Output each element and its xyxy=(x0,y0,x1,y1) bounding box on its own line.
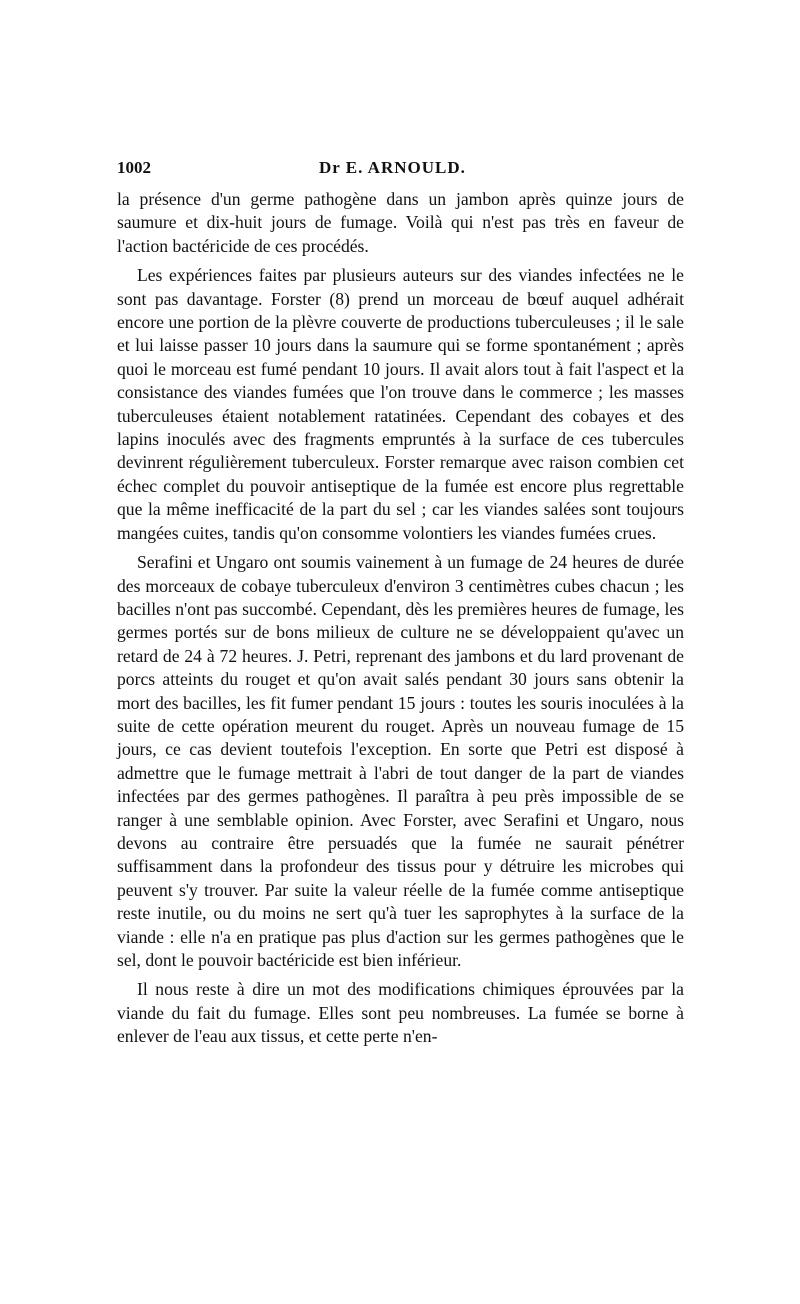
running-head: Dr E. ARNOULD. xyxy=(319,158,466,177)
paragraph-forster-experiments: Les expériences faites par plusieurs auteurs sur des viandes infectées ne le sont pas davantage. Forster (8) prend un morceau de bœuf auquel adhérait encore une portion de la plèvre couverte de productions tuberculeuses ; il le sale et lui laisse passer 10 jours dans la saumure qui se forme spontanément ; après quoi le morceau est fumé pendant 10 jours. Il avait alors tout à fait l'aspect et la consistance des viandes fumées que l'on trouve dans le commerce ; les masses tuberculeuses étaient notablement ratatinées. Cependant des cobayes et des lapins inoculés avec des fragments empruntés à la surface de ces tubercules devinrent régulièrement tuberculeux. Forster remarque avec raison combien cet échec complet du pouvoir antiseptique de la fumée est encore plus regrettable que la même inefficacité de la part du sel ; car les viandes salées sont toujours mangées cuites, tandis qu'on consomme volontiers les viandes fumées crues. xyxy=(117,265,684,543)
paragraph-chemical-modifications: Il nous reste à dire un mot des modifications chimiques éprouvées par la viande du fait du fumage. Elles sont peu nombreuses. La fumée se borne à enlever de l'eau aux tissus, et cette perte n'en- xyxy=(117,979,684,1047)
page-number: 1002 xyxy=(117,158,151,177)
paragraph-serafini-ungaro: Serafini et Ungaro ont soumis vainement à un fumage de 24 heures de durée des morceaux de cobaye tuberculeux d'environ 3 centimètres cubes chacun ; les bacilles n'ont pas succombé. Cependant, dès les premières heures de fumage, les germes portés sur de bons milieux de culture ne se développaient qu'avec un retard de 24 à 72 heures. J. Petri, reprenant des jambons et du lard provenant de porcs atteints du rouget et qu'on avait salés pendant 30 jours sans obtenir la mort des bacilles, les fit fumer pendant 15 jours : toutes les souris inoculées à la suite de cette opération meurent du rouget. Après un nouveau fumage de 15 jours, ce cas devient toutefois l'exception. En sorte que Petri est disposé à admettre que le fumage mettrait à l'abri de tout danger de la part de viandes infectées par des germes pathogènes. Il paraîtra à peu près impossible de se ranger à une semblable opinion. Avec Forster, avec Serafini et Ungaro, nous devons au contraire être persuadés que la fumée ne saurait pénétrer suffisamment dans la profondeur des tissus pour y détruire les microbes qui peuvent s'y trouver. Par suite la valeur réelle de la fumée comme antiseptique reste inutile, ou du moins ne sert qu'à tuer les saprophytes à la surface de la viande : elle n'a en pratique pas plus d'action sur les germes pathogènes que le sel, dont le pouvoir bactéricide est bien inférieur. xyxy=(117,552,684,970)
page-header xyxy=(117,158,684,184)
body-text xyxy=(117,188,684,1049)
paragraph-continuation: la présence d'un germe pathogène dans un jambon après quinze jours de saumure et dix-huit jours de fumage. Voilà qui n'est pas très en faveur de l'action bactéricide de ces procédés. xyxy=(117,189,684,256)
